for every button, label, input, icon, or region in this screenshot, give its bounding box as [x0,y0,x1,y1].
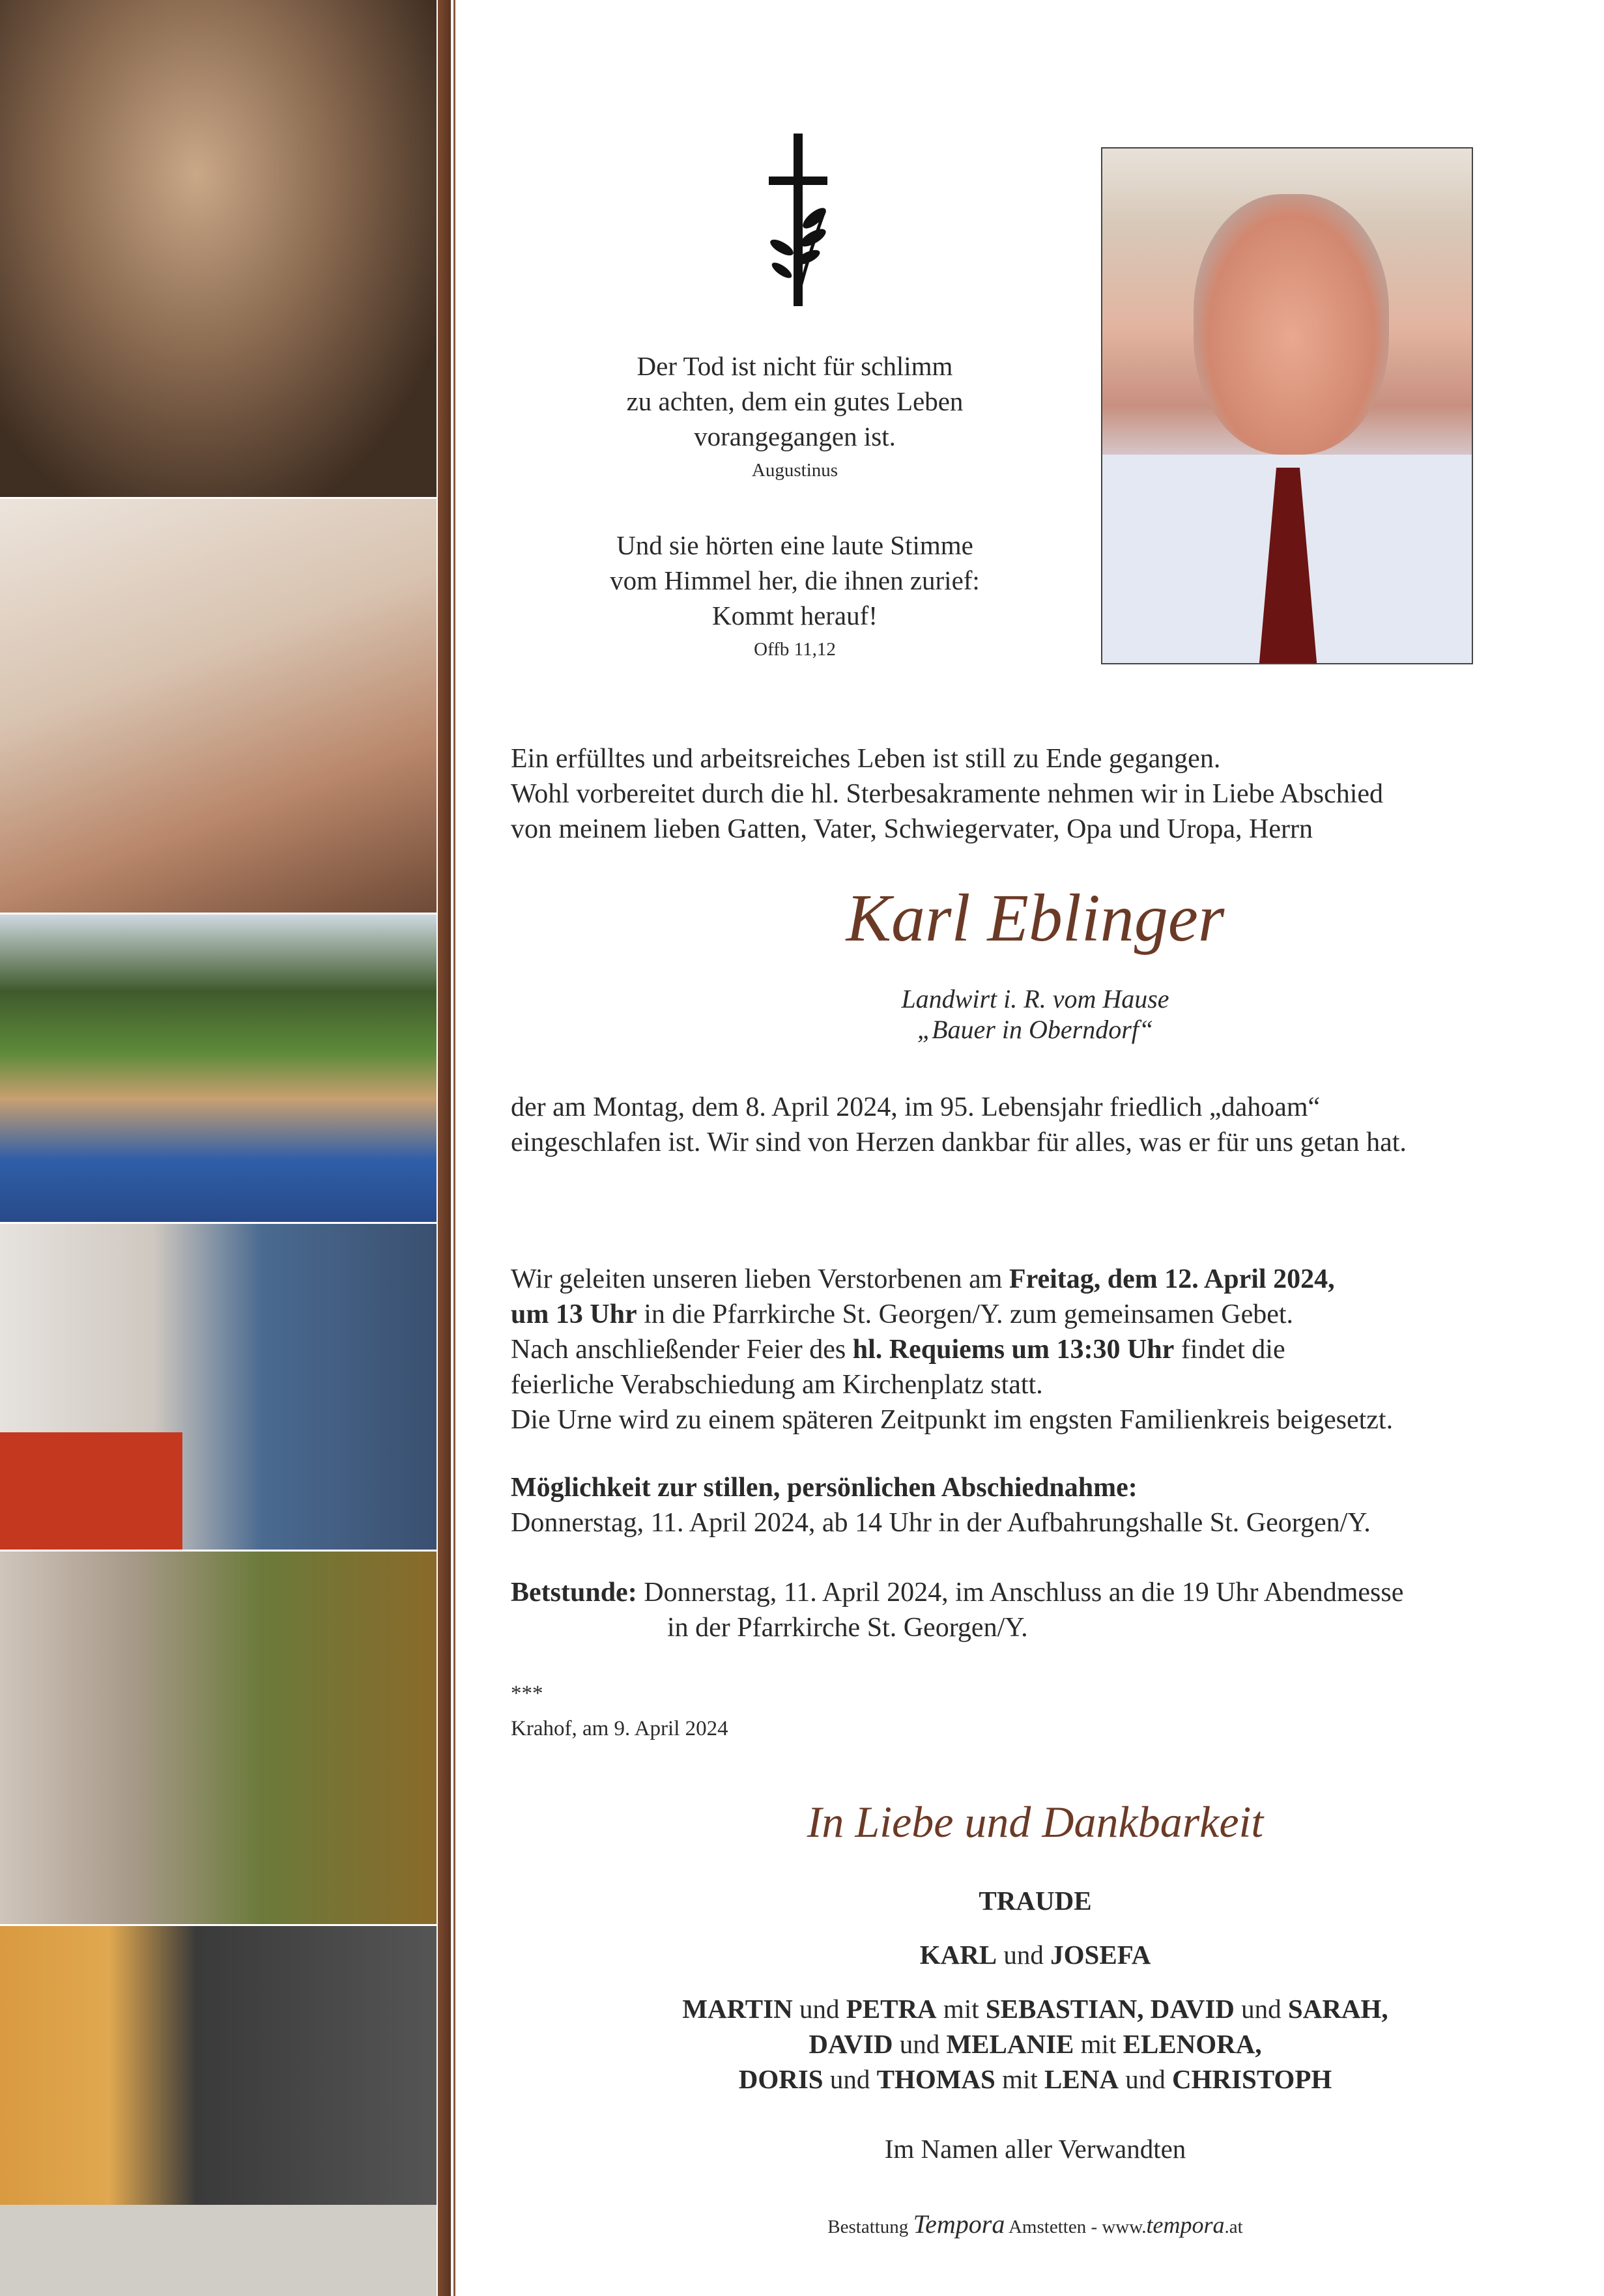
intro-line: von meinem lieben Gatten, Vater, Schwiegervater, Opa und Uropa, Herrn [511,814,1313,844]
funeral-details [511,1262,1393,1438]
farewell-heading: Möglichkeit zur stillen, persönlichen Abschiednahme: [511,1473,1138,1503]
death-line: eingeschlafen ist. Wir sind von Herzen dankbar für alles, was er für uns getan hat. [511,1127,1407,1157]
family-line: DAVID und MELANIE mit ELENORA, [809,2029,1262,2059]
deceased-name: Karl Eblinger [846,881,1225,956]
photo-mountain-view [0,499,437,913]
funeral-time: um 13 Uhr [511,1299,637,1329]
photo-farm-field [0,914,437,1222]
stars: *** [511,1682,543,1705]
quote-1-source: Augustinus [751,460,838,481]
quote-1-line: zu achten, dem ein gutes Leben [626,386,964,416]
photo-workshop [0,1224,437,1550]
place-date: Krahof, am 9. April 2024 [511,1717,728,1740]
funeral-text: Die Urne wird zu einem späteren Zeitpunkt im engsten Familienkreis beigesetzt. [511,1405,1394,1435]
quote-1 [573,348,1016,487]
farewell-info [511,1470,1371,1540]
quote-2-line: Kommt herauf! [712,601,878,631]
title-line: Landwirt i. R. vom Hause [901,984,1169,1013]
farewell-text: Donnerstag, 11. April 2024, ab 14 Uhr in der Aufbahrungshalle St. Georgen/Y. [511,1508,1371,1538]
quote-2 [573,528,1016,666]
family-line: TRAUDE [979,1886,1092,1916]
funeral-date: Freitag, dem 12. April 2024, [1009,1264,1335,1294]
funeral-home-logo: Tempora [913,2209,1005,2239]
death-notice [511,1090,1407,1160]
photo-motorcycle [0,1552,437,1924]
family-signature: Im Namen aller Verwandten [884,2134,1186,2164]
quote-1-line: vorangegangen ist. [694,421,896,451]
family-line: KARL und JOSEFA [919,1940,1151,1970]
requiem-time: hl. Requiems um 13:30 Uhr [852,1335,1175,1365]
quote-1-line: Der Tod ist nicht für schlimm [637,351,953,381]
family-list [579,1883,1491,2166]
portrait-photo [1101,147,1473,664]
funeral-text: findet die [1174,1335,1285,1365]
funeral-text: in die Pfarrkirche St. Georgen/Y. zum gemeinsamen Gebet. [637,1299,1294,1329]
photo-young-portrait [0,0,437,497]
decorative-line [453,0,455,2296]
footer-funeral-home: Bestattung Tempora Amstetten - www.tempora.at [827,2209,1243,2239]
deceased-title [775,984,1296,1045]
quote-2-source: Offb 11,12 [754,639,836,660]
funeral-text: feierliche Verabschiedung am Kirchenplatz statt. [511,1370,1043,1400]
intro-text [511,741,1383,847]
funeral-text: Wir geleiten unseren lieben Verstorbenen am [511,1264,1009,1294]
decorative-stripe [438,0,451,2296]
prayer-label: Betstunde: [511,1578,637,1608]
prayer-info [511,1575,1403,1645]
quote-2-line: Und sie hörten eine laute Stimme [616,530,973,560]
prayer-text: in der Pfarrkirche St. Georgen/Y. [667,1613,1028,1643]
death-line: der am Montag, dem 8. April 2024, im 95. Lebensjahr friedlich „dahoam“ [511,1092,1321,1122]
title-line: „Bauer in Oberndorf“ [917,1015,1154,1044]
quote-2-line: vom Himmel her, die ihnen zurief: [610,565,980,595]
funeral-text: Nach anschließender Feier des [511,1335,853,1365]
photo-wheelchair-barn [0,1926,437,2296]
closing-phrase: In Liebe und Dankbarkeit [807,1797,1264,1847]
intro-line: Wohl vorbereitet durch die hl. Sterbesakramente nehmen wir in Liebe Abschied [511,779,1384,809]
family-line: MARTIN und PETRA mit SEBASTIAN, DAVID und SARAH, [682,1994,1388,2024]
prayer-text: Donnerstag, 11. April 2024, im Anschluss an die 19 Uhr Abendmesse [637,1578,1404,1608]
intro-line: Ein erfülltes und arbeitsreiches Leben ist still zu Ende gegangen. [511,744,1221,774]
cross-icon [762,134,840,309]
family-line: DORIS und THOMAS mit LENA und CHRISTOPH [738,2064,1332,2094]
